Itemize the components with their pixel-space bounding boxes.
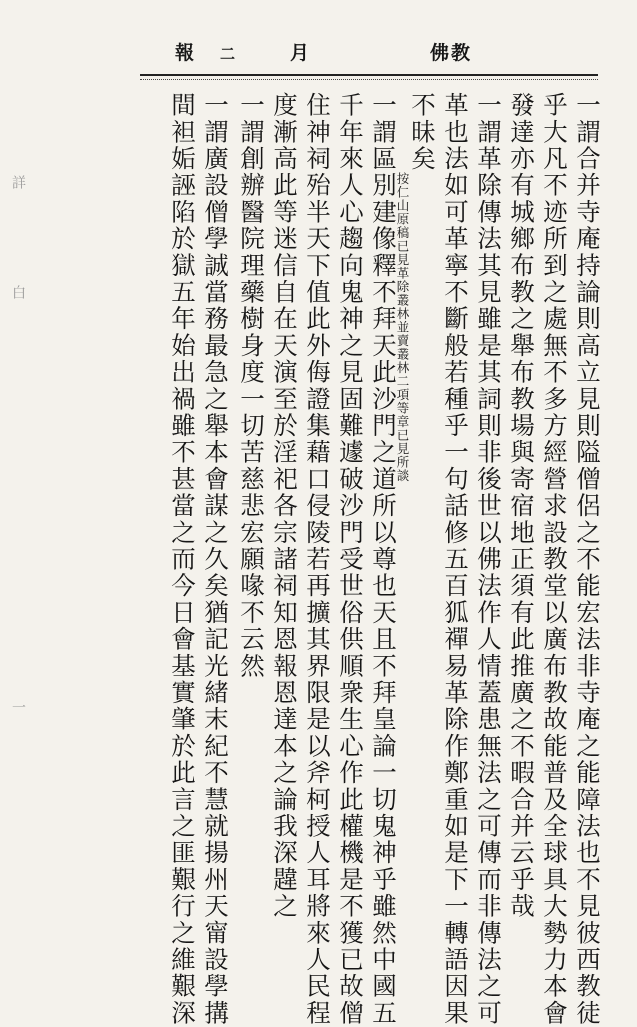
text-column-4: 一謂革除傳法其見雖是其詞則非後世以佛法作人情蓋患無法之可傳而非傳法之可: [474, 92, 503, 1027]
margin-mark-2: 白: [10, 285, 26, 299]
header-month: 月: [290, 42, 310, 64]
text-column-13: 間袒姤誣陷於獄五年始出禍雖不甚當之而今日會基實肇於此言之匪艱行之維艱深: [168, 92, 197, 1027]
text-column-2: 乎大凡不迹所到之處無不多方經營求設教堂以廣布教故能普及全球具大勢力本會: [540, 92, 569, 1027]
text-column-5: 革也法如可革寧不斷般若種乎一句話修五百狐禪易革除作鄭重如是下一轉語因果: [441, 92, 470, 1027]
header-dotted-rule: [140, 79, 598, 80]
page-header: [130, 40, 580, 70]
header-date: 二: [220, 45, 236, 63]
text-column-12: 一謂廣設僧學誠當務最急之舉本會謀之久矣猶記光緒末紀不慧就揚州天甯設學搆: [201, 92, 230, 1027]
text-column-7: 一謂區別建像釋不拜天此沙門之道所以尊也天且不拜皇論一切鬼神乎雖然中國五: [369, 92, 398, 1027]
publication-title: 佛教: [430, 42, 473, 64]
article-body: [48, 92, 603, 1027]
text-column-6: 不昧矣: [408, 92, 437, 173]
text-column-9: 住神祠殆半天下值此外侮證集藉口侵陵若再擴其界限是以斧柯授人耳將來人民程: [303, 92, 332, 1027]
margin-mark-1: 詳: [10, 175, 26, 189]
text-column-11: 一謂創辦醫院理藥樹身度一切苦慈悲宏願喙不云然: [237, 92, 266, 680]
text-column-8: 千年來人心趨向鬼神之見固難遽破沙門受世俗供順衆生心作此權機是不獲已故僧: [336, 92, 365, 1027]
margin-mark-3: 一: [10, 700, 26, 714]
header-bao: 報: [175, 42, 195, 64]
text-column-10: 度漸高此等迷信自在天演至於淫祀各宗諸祠知恩報恩達本之論我深韙之: [270, 92, 299, 920]
editor-note: 按仁山原稿已見革除叢林並賣叢林二項等章已見所談: [395, 172, 410, 483]
text-column-3: 發達亦有城鄉布教之舉布教場與寄宿地正須有此推廣之不暇合并云乎哉: [507, 92, 536, 920]
header-rule: [140, 74, 598, 76]
text-column-1: 一謂合并寺庵持論則高立見則隘僧侶之不能宏法非寺庵之能障法也不見彼西教徒: [573, 92, 602, 1027]
